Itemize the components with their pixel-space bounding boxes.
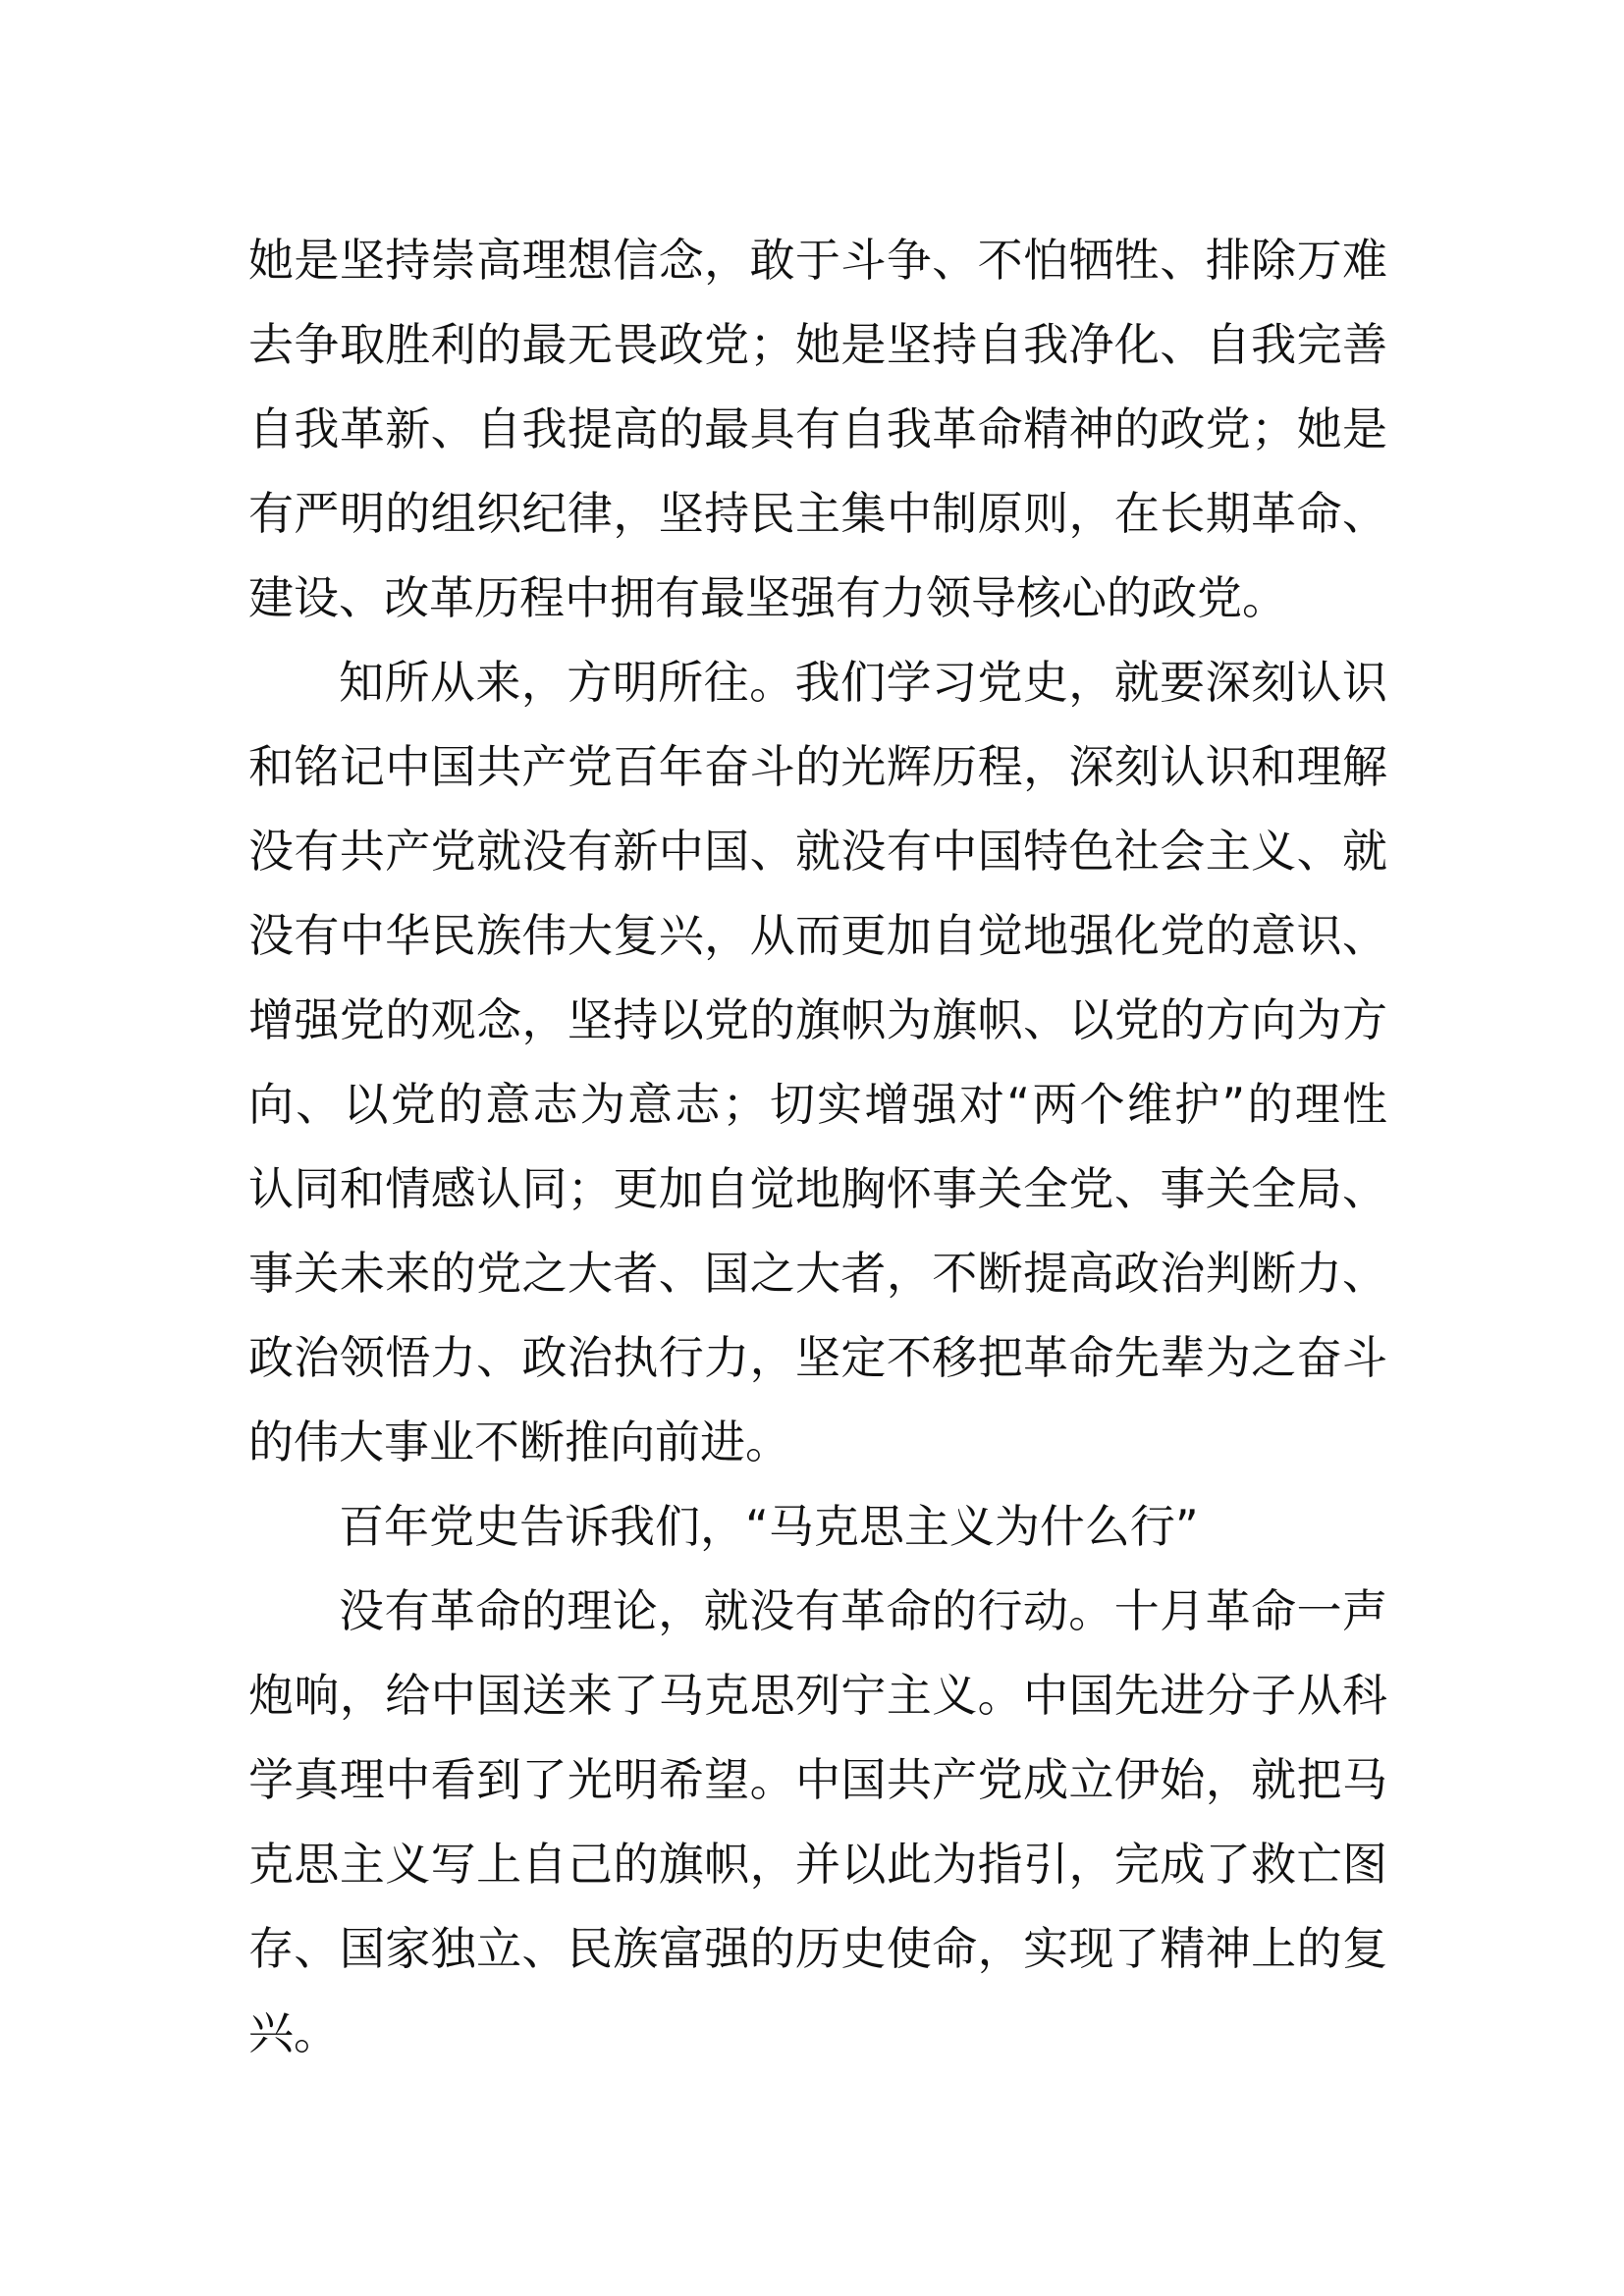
text-line: 政治领悟力、政治执行力，坚定不移把革命先辈为之奋斗 <box>248 1331 1387 1384</box>
text-line: 事关未来的党之大者、国之大者，不断提高政治判断力、 <box>248 1247 1387 1300</box>
body-text <box>248 218 1387 2075</box>
text-line: 兴。 <box>248 2006 339 2059</box>
text-line: 自我革新、自我提高的最具有自我革命精神的政党；她是 <box>248 402 1387 455</box>
text-line: 增强党的观念，坚持以党的旗帜为旗帜、以党的方向为方 <box>248 993 1387 1046</box>
text-line: 没有中华民族伟大复兴，从而更加自觉地强化党的意识、 <box>248 909 1387 962</box>
paragraph-first-line: 没有革命的理论，就没有革命的行动。十月革命一声 <box>339 1584 1387 1637</box>
text-line: 没有共产党就没有新中国、就没有中国特色社会主义、就 <box>248 825 1387 878</box>
text-line: 建设、改革历程中拥有最坚强有力领导核心的政党。 <box>248 571 1287 624</box>
text-line: 的伟大事业不断推向前进。 <box>248 1415 790 1468</box>
text-line: 克思主义写上自己的旗帜，并以此为指引，完成了救亡图 <box>248 1838 1387 1891</box>
text-line: 存、国家独立、民族富强的历史使命，实现了精神上的复 <box>248 1922 1387 1975</box>
text-line: 认同和情感认同；更加自觉地胸怀事关全党、事关全局、 <box>248 1162 1387 1215</box>
text-line: 和铭记中国共产党百年奋斗的光辉历程，深刻认识和理解 <box>248 740 1387 793</box>
text-line: 炮响，给中国送来了马克思列宁主义。中国先进分子从科 <box>248 1669 1387 1722</box>
section-heading: 百年党史告诉我们，“马克思主义为什么行” <box>339 1500 1199 1553</box>
paragraph-first-line: 知所从来，方明所往。我们学习党史，就要深刻认识 <box>339 656 1387 709</box>
text-line: 学真理中看到了光明希望。中国共产党成立伊始，就把马 <box>248 1753 1387 1806</box>
text-line: 去争取胜利的最无畏政党；她是坚持自我净化、自我完善 <box>248 318 1387 371</box>
text-line: 她是坚持崇高理想信念，敢于斗争、不怕牺牲、排除万难 <box>248 234 1387 287</box>
text-line: 有严明的组织纪律，坚持民主集中制原则，在长期革命、 <box>248 487 1387 540</box>
text-line: 向、以党的意志为意志；切实增强对“两个维护”的理性 <box>248 1078 1387 1131</box>
